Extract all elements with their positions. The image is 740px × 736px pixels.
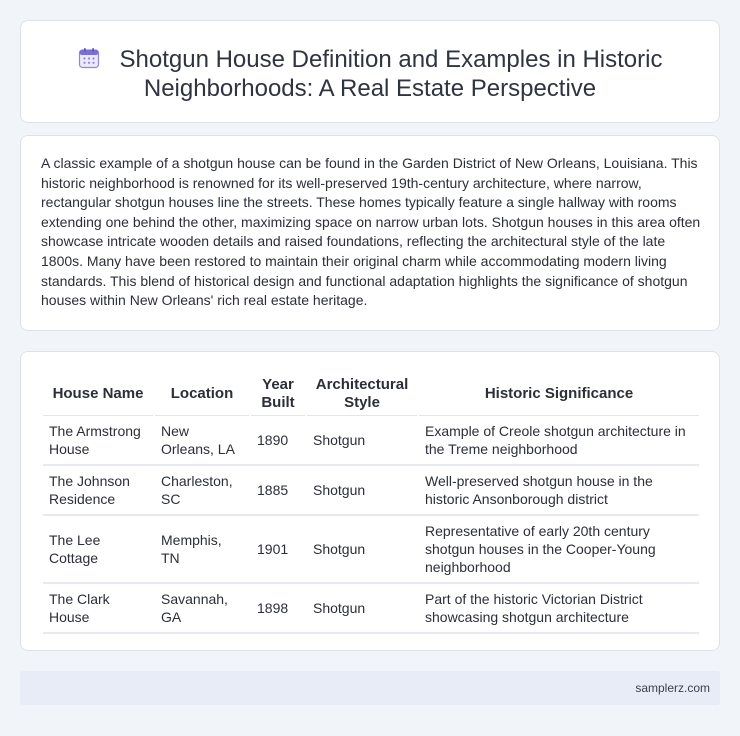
page-title-block bbox=[21, 45, 719, 103]
cell-location: Charleston, SC bbox=[154, 465, 250, 515]
header-architectural-style: Architectural Style bbox=[306, 372, 418, 415]
intro-card bbox=[20, 135, 720, 331]
table-card bbox=[20, 351, 720, 651]
cell-location: Memphis, TN bbox=[154, 515, 250, 583]
footer-site-link[interactable]: samplerz.com bbox=[635, 681, 710, 695]
cell-house-name: The Armstrong House bbox=[43, 415, 154, 465]
cell-significance: Example of Creole shotgun architecture in the Treme neighborhood bbox=[418, 415, 699, 465]
cell-year-built: 1885 bbox=[250, 465, 306, 515]
cell-location: Savannah, GA bbox=[154, 583, 250, 633]
cell-year-built: 1898 bbox=[250, 583, 306, 633]
table-header-row bbox=[43, 372, 699, 415]
cell-house-name: The Clark House bbox=[43, 583, 154, 633]
cell-house-name: The Johnson Residence bbox=[43, 465, 154, 515]
header-house-name: House Name bbox=[43, 372, 154, 415]
header-location: Location bbox=[154, 372, 250, 415]
cell-location: New Orleans, LA bbox=[154, 415, 250, 465]
houses-table bbox=[43, 372, 699, 634]
cell-house-name: The Lee Cottage bbox=[43, 515, 154, 583]
header-historic-significance: Historic Significance bbox=[418, 372, 699, 415]
cell-style: Shotgun bbox=[306, 583, 418, 633]
cell-style: Shotgun bbox=[306, 415, 418, 465]
page-title: Shotgun House Definition and Examples in Historic Neighborhoods: A Real Estate Perspective bbox=[119, 46, 663, 102]
cell-year-built: 1890 bbox=[250, 415, 306, 465]
cell-style: Shotgun bbox=[306, 515, 418, 583]
calendar-icon bbox=[78, 47, 100, 69]
table-row bbox=[43, 465, 699, 515]
cell-significance: Well-preserved shotgun house in the historic Ansonborough district bbox=[418, 465, 699, 515]
cell-significance: Part of the historic Victorian District showcasing shotgun architecture bbox=[418, 583, 699, 633]
footer bbox=[20, 671, 720, 705]
title-card bbox=[20, 20, 720, 123]
intro-paragraph: A classic example of a shotgun house can be found in the Garden District of New Orleans, Louisiana. This historic neighborhood is renowned for its well-preserved 19th-century architecture, where narrow, rectangular shotgun houses line the streets. These homes typically feature a single hallway with rooms extending one behind the other, maximizing space on narrow urban lots. Shotgun houses in this area often showcase intricate wooden details and raised foundations, reflecting the architectural style of the late 1800s. Many have been restored to maintain their original charm while accommodating modern living standards. This blend of historical design and functional adaptation highlights the significance of shotgun houses within New Orleans' rich real estate heritage. bbox=[41, 155, 701, 309]
header-year-built: Year Built bbox=[250, 372, 306, 415]
table-row bbox=[43, 583, 699, 633]
table-row bbox=[43, 415, 699, 465]
cell-year-built: 1901 bbox=[250, 515, 306, 583]
table-row bbox=[43, 515, 699, 583]
cell-style: Shotgun bbox=[306, 465, 418, 515]
cell-significance: Representative of early 20th century shotgun houses in the Cooper-Young neighborhood bbox=[418, 515, 699, 583]
